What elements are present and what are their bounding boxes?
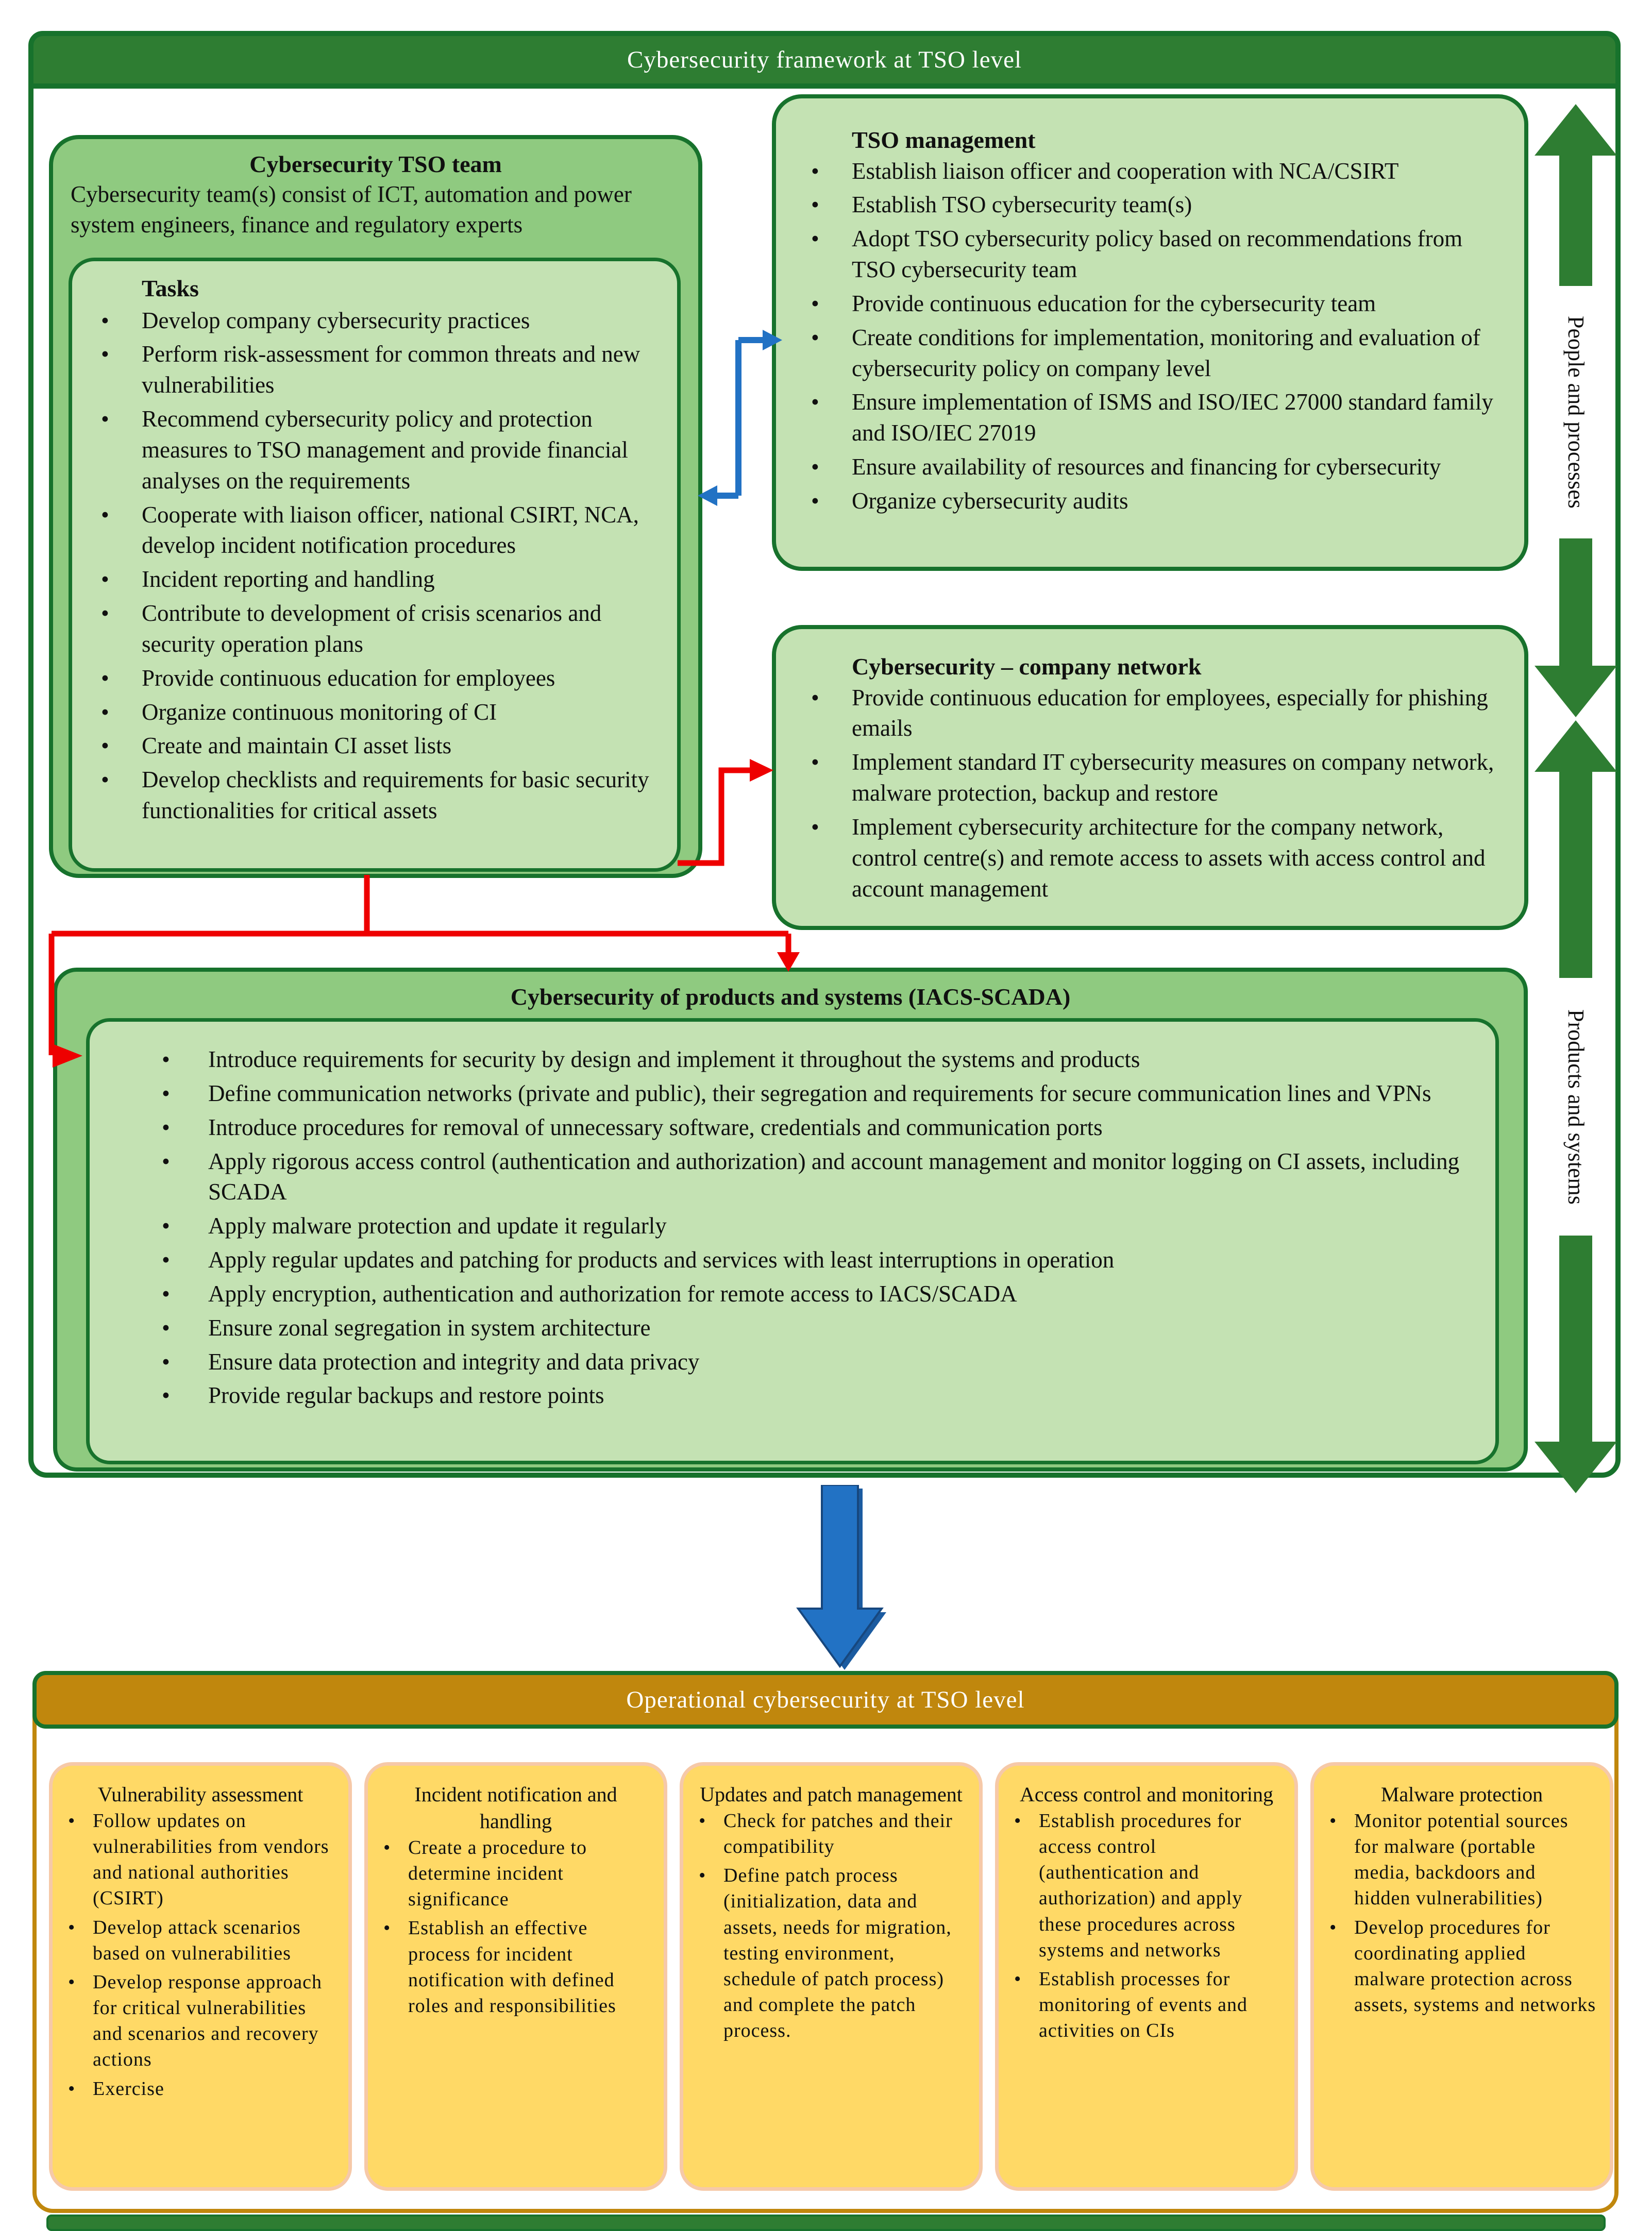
- list-item: • Ensure availability of resources and financing for cybersecurity: [798, 452, 1505, 483]
- management-box: [772, 94, 1528, 571]
- products-box-title: Cybersecurity of products and systems (IACS-SCADA): [510, 984, 1071, 1010]
- management-list: [798, 156, 1505, 517]
- list-item: • Establish liaison officer and cooperation with NCA/CSIRT: [798, 156, 1505, 187]
- framework-banner-title: Cybersecurity framework at TSO level: [627, 46, 1022, 73]
- management-box-title: TSO management: [852, 127, 1036, 153]
- op-column-title: Updates and patch management: [700, 1783, 963, 1806]
- framework-banner: [28, 31, 1621, 89]
- list-item: • Establish TSO cybersecurity team(s): [798, 190, 1505, 221]
- list-item: • Ensure implementation of ISMS and ISO/IEC 27000 standard family and ISO/IEC 27019: [798, 387, 1505, 449]
- products-list: [118, 1044, 1464, 1411]
- list-item: • Apply encryption, authentication and authorization for remote access to IACS/SCADA: [118, 1279, 1464, 1310]
- company-network-list: [798, 683, 1505, 905]
- op-column-list: [66, 1808, 335, 2102]
- team-box: [49, 135, 702, 878]
- list-item: • Contribute to development of crisis scenarios and security operation plans: [88, 598, 656, 660]
- op-column-title: Incident notification and handling: [414, 1783, 617, 1833]
- red-connector-company-network: [672, 750, 786, 873]
- list-item: • Establish processes for monitoring of events and activities on CIs: [1012, 1966, 1281, 2043]
- op-column-vulnerability-assessment: [49, 1762, 352, 2191]
- list-item: • Provide continuous education for employees: [88, 663, 656, 694]
- bottom-green-bar: [46, 2215, 1606, 2231]
- blue-connector-arrow: [685, 317, 788, 508]
- list-item: • Organize continuous monitoring of CI: [88, 697, 656, 728]
- list-item: • Implement cybersecurity architecture for the company network, control centre(s) and remote access to assets with access control and account management: [798, 812, 1505, 905]
- list-item: • Apply rigorous access control (authentication and authorization) and account management and monitor logging on CI assets, including SCADA: [118, 1146, 1464, 1208]
- list-item: • Provide regular backups and restore points: [118, 1380, 1464, 1411]
- list-item: • Ensure data protection and integrity and data privacy: [118, 1347, 1464, 1378]
- op-column-title: Malware protection: [1380, 1783, 1543, 1806]
- list-item: • Introduce procedures for removal of unnecessary software, credentials and communication ports: [118, 1112, 1464, 1143]
- list-item: • Follow updates on vulnerabilities from vendors and national authorities (CSIRT): [66, 1808, 335, 1912]
- op-column-access-control: [995, 1762, 1298, 2191]
- red-connector-products: [28, 871, 812, 1087]
- list-item: • Incident reporting and handling: [88, 564, 656, 595]
- operational-banner-title: Operational cybersecurity at TSO level: [626, 1686, 1025, 1713]
- tasks-title: Tasks: [142, 275, 199, 301]
- op-column-title: Vulnerability assessment: [97, 1783, 304, 1806]
- list-item: • Develop procedures for coordinating applied malware protection across assets, systems and networks: [1327, 1915, 1596, 2018]
- op-column-list: [1012, 1808, 1281, 2043]
- list-item: • Apply malware protection and update it regularly: [118, 1211, 1464, 1242]
- down-arrow: [796, 1485, 891, 1675]
- list-item: • Create conditions for implementation, monitoring and evaluation of cybersecurity policy on company level: [798, 323, 1505, 384]
- op-column-list: [1327, 1808, 1596, 2018]
- op-column-updates-patch: [680, 1762, 983, 2191]
- list-item: • Create and maintain CI asset lists: [88, 731, 656, 762]
- list-item: • Exercise: [66, 2076, 335, 2102]
- tasks-box: [69, 258, 681, 872]
- op-column-incident-notification: [364, 1762, 667, 2191]
- list-item: • Monitor potential sources for malware (portable media, backdoors and hidden vulnerabilities): [1327, 1808, 1596, 1912]
- list-item: • Define communication networks (private and public), their segregation and requirements for secure communication lines and VPNs: [118, 1078, 1464, 1109]
- op-column-malware-protection: [1310, 1762, 1613, 2191]
- op-column-list: [381, 1835, 650, 2019]
- list-item: • Ensure zonal segregation in system architecture: [118, 1313, 1464, 1344]
- list-item: • Provide continuous education for employees, especially for phishing emails: [798, 683, 1505, 745]
- list-item: • Establish an effective process for incident notification with defined roles and responsibilities: [381, 1915, 650, 2019]
- list-item: • Create a procedure to determine incident significance: [381, 1835, 650, 1912]
- company-network-box: [772, 625, 1528, 930]
- list-item: • Develop attack scenarios based on vulnerabilities: [66, 1915, 335, 1966]
- op-column-title: Access control and monitoring: [1019, 1783, 1274, 1806]
- list-item: • Develop response approach for critical vulnerabilities and scenarios and recovery actions: [66, 1969, 335, 2073]
- list-item: • Perform risk-assessment for common threats and new vulnerabilities: [88, 339, 656, 401]
- people-processes-label: People and processes: [1551, 286, 1600, 538]
- operational-banner: [32, 1671, 1619, 1729]
- list-item: • Define patch process (initialization, data and assets, needs for migration, testing environment, schedule of patch process) and complete the patch process.: [697, 1863, 966, 2043]
- products-systems-label: Products and systems: [1551, 978, 1600, 1236]
- list-item: • Implement standard IT cybersecurity measures on company network, malware protection, backup and restore: [798, 747, 1505, 809]
- list-item: • Apply regular updates and patching for products and services with least interruptions in operation: [118, 1245, 1464, 1276]
- list-item: • Develop company cybersecurity practices: [88, 306, 656, 336]
- list-item: • Cooperate with liaison officer, national CSIRT, NCA, develop incident notification procedures: [88, 500, 656, 562]
- company-network-title: Cybersecurity – company network: [852, 653, 1202, 680]
- list-item: • Introduce requirements for security by design and implement it throughout the systems and products: [118, 1044, 1464, 1075]
- tasks-list: [88, 306, 656, 827]
- list-item: • Develop checklists and requirements for basic security functionalities for critical assets: [88, 765, 656, 826]
- list-item: • Organize cybersecurity audits: [798, 486, 1505, 517]
- team-box-title: Cybersecurity TSO team: [249, 151, 502, 177]
- list-item: • Provide continuous education for the cybersecurity team: [798, 289, 1505, 319]
- list-item: • Adopt TSO cybersecurity policy based on recommendations from TSO cybersecurity team: [798, 224, 1505, 285]
- list-item: • Establish procedures for access control (authentication and authorization) and apply these procedures across systems and networks: [1012, 1808, 1281, 1963]
- list-item: • Check for patches and their compatibility: [697, 1808, 966, 1860]
- team-box-description: Cybersecurity team(s) consist of ICT, automation and power system engineers, finance and regulatory experts: [71, 181, 632, 238]
- op-column-list: [697, 1808, 966, 2043]
- list-item: • Recommend cybersecurity policy and protection measures to TSO management and provide financial analyses on the requirements: [88, 404, 656, 497]
